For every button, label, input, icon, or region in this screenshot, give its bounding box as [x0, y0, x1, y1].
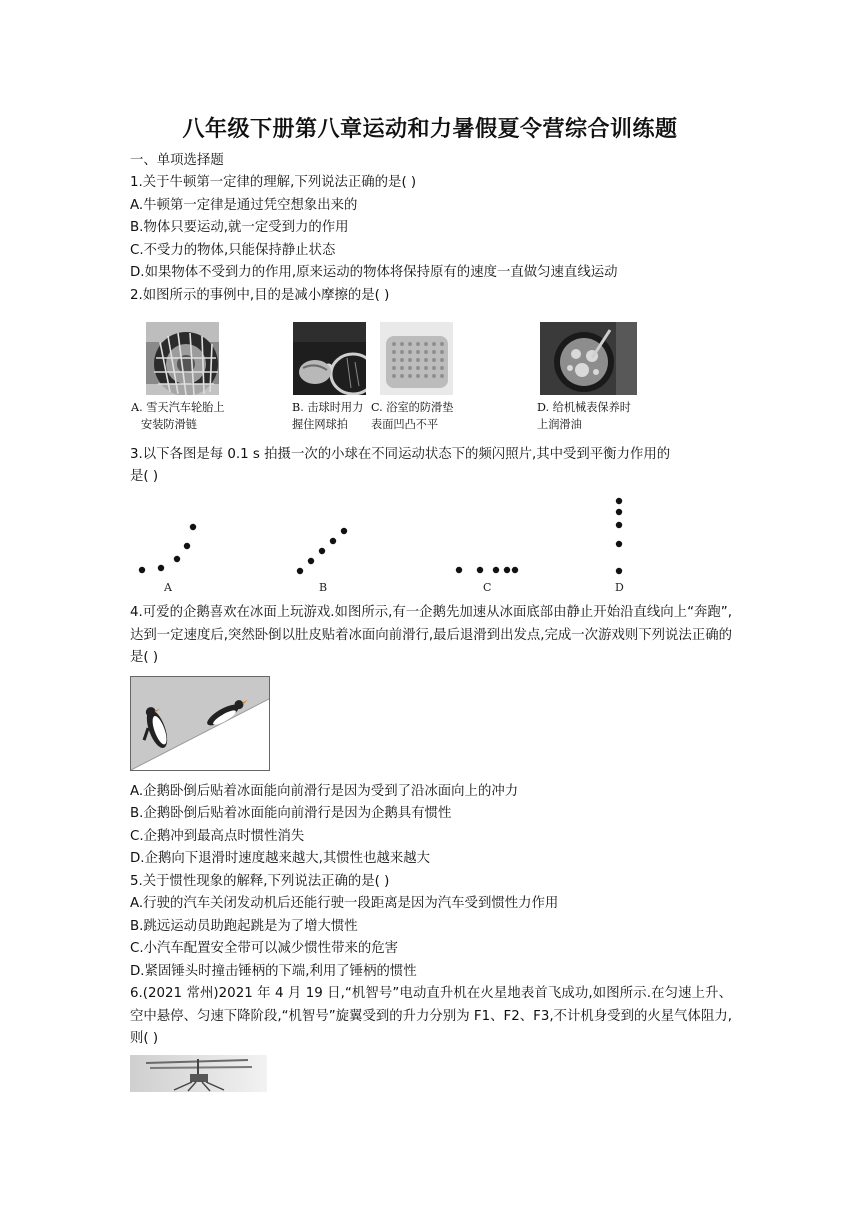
caption-b-line1: B. 击球时用力 — [292, 401, 364, 414]
dot-a-4 — [184, 543, 190, 549]
dot-b-3 — [319, 548, 325, 554]
dot-c-4 — [504, 567, 510, 573]
q1-option-b: B.物体只要运动,就一定受到力的作用 — [130, 220, 349, 235]
q5-option-a: A.行驶的汽车关闭发动机后还能行驶一段距离是因为汽车受到惯性力作用 — [130, 896, 559, 911]
page-title: 八年级下册第八章运动和力暑假夏令营综合训练题 — [182, 117, 678, 142]
q2-stem: 2.如图所示的事例中,目的是减小摩擦的是( ) — [130, 288, 390, 303]
caption-c-line2: 表面凹凸不平 — [371, 418, 439, 431]
dot-a-2 — [158, 565, 164, 571]
label-c: C — [483, 581, 492, 594]
label-d: D — [615, 581, 624, 594]
caption-c-line1: C. 浴室的防滑垫 — [371, 401, 454, 414]
q4-stem: 4.可爱的企鹅喜欢在冰面上玩游戏.如图所示,有一企鹅先加速从冰面底部由静止开始沿直线向上“奔跑”,达到一定速度后,突然卧倒以肚皮贴着冰面向前滑行,最后退滑到出发点,完成一次游戏则下列说法正确的是( ) — [130, 605, 732, 665]
tire-chain-photo — [146, 322, 219, 395]
dot-c-1 — [456, 567, 462, 573]
caption-b-line2: 握住网球拍 — [292, 418, 348, 431]
penguin-slide-figure — [130, 676, 270, 771]
q1-stem: 1.关于牛顿第一定律的理解,下列说法正确的是( ) — [130, 175, 417, 190]
caption-d-line1: D. 给机械表保养时 — [537, 401, 631, 414]
dot-b-2 — [308, 558, 314, 564]
q1-option-d: D.如果物体不受到力的作用,原来运动的物体将保持原有的速度一直做匀速直线运动 — [130, 265, 618, 280]
q6-stem: 6.(2021 常州)2021 年 4 月 19 日,“机智号”电动直升机在火星地表首飞成功,如图所示.在匀速上升、空中悬停、匀速下降阶段,“机智号”旋翼受到的升力分别为 F1、F2、F3,不计机身受到的火星气体阻力,则( ) — [130, 986, 732, 1046]
mars-helicopter-photo — [130, 1055, 267, 1092]
caption-a-line1: A. 雪天汽车轮胎上 — [131, 401, 225, 414]
q1-option-c: C.不受力的物体,只能保持静止状态 — [130, 243, 336, 258]
racket-grip-photo — [293, 322, 366, 395]
dot-a-3 — [174, 556, 180, 562]
q4-option-d: D.企鹅向下退滑时速度越来越大,其惯性也越来越大 — [130, 851, 431, 866]
dot-a-5 — [190, 524, 196, 530]
q1-option-a: A.牛顿第一定律是通过凭空想象出来的 — [130, 198, 358, 213]
dot-b-4 — [330, 538, 336, 544]
dot-d-2 — [616, 509, 622, 515]
q5-option-d: D.紧固锤头时撞击锤柄的下端,利用了锤柄的惯性 — [130, 964, 417, 979]
dot-c-2 — [477, 567, 483, 573]
label-a: A — [164, 581, 172, 594]
q5-option-b: B.跳远运动员助跑起跳是为了增大惯性 — [130, 919, 358, 934]
dot-d-4 — [616, 541, 622, 547]
q5-stem: 5.关于惯性现象的解释,下列说法正确的是( ) — [130, 874, 390, 889]
q4-option-b: B.企鹅卧倒后贴着冰面能向前滑行是因为企鹅具有惯性 — [130, 806, 452, 821]
q3-stem-line2: 是( ) — [130, 469, 159, 484]
caption-a-line2: 安装防滑链 — [141, 418, 197, 431]
q4-option-c: C.企鹅冲到最高点时惯性消失 — [130, 829, 305, 844]
q3-stem-line1: 3.以下各图是每 0.1 s 拍摄一次的小球在不同运动状态下的频闪照片,其中受到平衡力作用的 — [130, 447, 671, 462]
caption-d-line2: 上润滑油 — [537, 418, 582, 431]
dot-d-5 — [616, 568, 622, 574]
dot-d-3 — [616, 522, 622, 528]
watch-oiling-photo — [540, 322, 637, 395]
dot-b-1 — [297, 568, 303, 574]
section-heading: 一、单项选择题 — [130, 153, 224, 168]
dot-c-3 — [493, 567, 499, 573]
q4-option-a: A.企鹅卧倒后贴着冰面能向前滑行是因为受到了沿冰面向上的冲力 — [130, 784, 519, 799]
bath-mat-photo — [380, 322, 453, 395]
q5-option-c: C.小汽车配置安全带可以减少惯性带来的危害 — [130, 941, 399, 956]
strobe-photo-figure — [130, 490, 650, 600]
dot-d-1 — [616, 498, 622, 504]
dot-b-5 — [341, 528, 347, 534]
dot-a-1 — [139, 567, 145, 573]
dot-c-5 — [512, 567, 518, 573]
label-b: B — [319, 581, 328, 594]
